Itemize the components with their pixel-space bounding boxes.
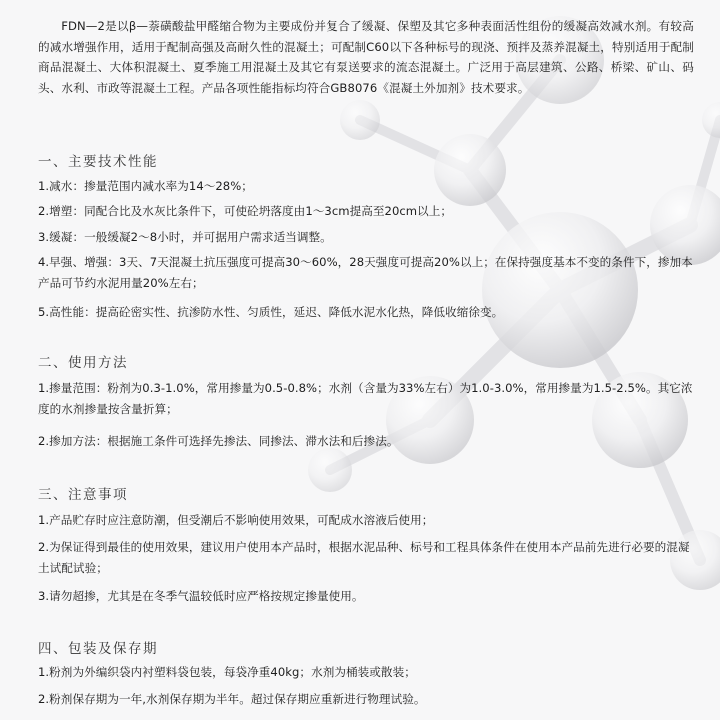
section-heading-usage: 二、使用方法 [38,355,128,371]
precaution-item-1: 1.产品贮存时应注意防潮，但受潮后不影响使用效果，可配成水溶液后使用； [38,513,434,527]
precaution-item-3: 3.请勿超掺，尤其是在冬季气温较低时应严格按规定掺量使用。 [38,589,364,603]
usage-item-2: 2.掺加方法：根据施工条件可选择先掺法、同掺法、滞水法和后掺法。 [38,434,399,448]
intro-paragraph: FDN—2是以β—萘磺酸盐甲醛缩合物为主要成份并复合了缓凝、保塑及其它多种表面活性组份的缓凝高效减水剂。有较高的减水增强作用，适用于配制高强及高耐久性的混凝土；可配制C60以下各种标号的现浇、预拌及蒸养混凝土，特别适用于配制商品混凝土、大体积混凝土、夏季施工用混凝土及其它有泵送要求的流态混凝土。广泛用于高层建筑、公路、桥梁、矿山、码头、水利、市政等混凝土工程。产品各项性能指标均符合GB8076《混凝土外加剂》技术要求。 [38,19,694,95]
packaging-item-2: 2.粉剂保存期为一年,水剂保存期为半年。超过保存期应重新进行物理试验。 [38,692,426,706]
performance-item-1: 1.减水：掺量范围内减水率为14～28%； [38,179,253,193]
section-heading-precautions: 三、注意事项 [38,487,128,503]
section-heading-packaging: 四、包装及保存期 [38,641,158,657]
packaging-item-1: 1.粉剂为外编织袋内衬塑料袋包装，每袋净重40kg；水剂为桶装或散装； [38,665,416,679]
performance-item-4: 4.早强、增强：3天、7天混凝土抗压强度可提高30～60%，28天强度可提高20%以上；在保持强度基本不变的条件下，掺加本产品可节约水泥用量20%左右； [38,255,693,290]
performance-item-5: 5.高性能：提高砼密实性、抗渗防水性、匀质性，延迟、降低水泥水化热，降低收缩徐变。 [38,305,504,319]
performance-item-3: 3.缓凝：一般缓凝2～8小时，并可据用户需求适当调整。 [38,230,332,244]
section-heading-performance: 一、主要技术性能 [38,154,158,170]
precaution-item-2: 2.为保证得到最佳的使用效果，建议用户使用本产品时，根据水泥品种、标号和工程具体条件在使用本产品前先进行必要的混凝土试配试验； [38,540,690,575]
performance-item-2: 2.增塑：同配合比及水灰比条件下，可使砼坍落度由1～3cm提高至20cm以上； [38,204,453,218]
usage-item-1: 1.掺量范围：粉剂为0.3-1.0%，常用掺量为0.5-0.8%；水剂（含量为33%左右）为1.0-3.0%，常用掺量为1.5-2.5%。其它浓度的水剂掺量按含量折算； [38,381,693,416]
